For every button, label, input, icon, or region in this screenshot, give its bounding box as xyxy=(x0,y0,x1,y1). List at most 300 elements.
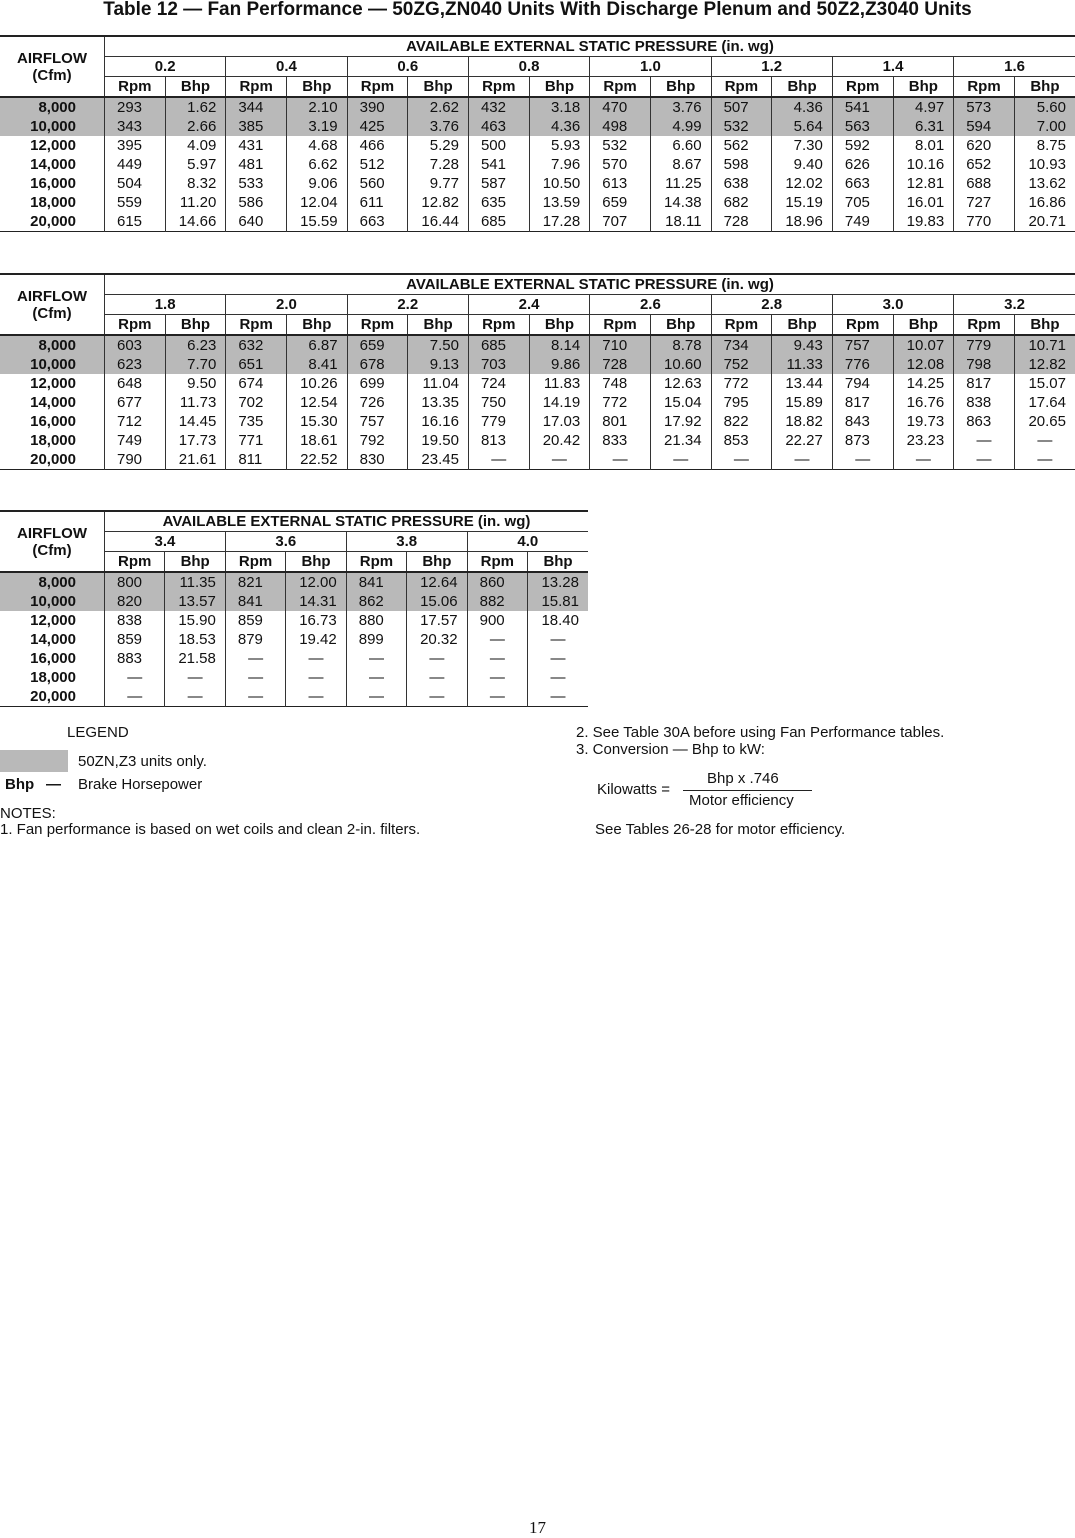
airflow-header-line2: (Cfm) xyxy=(32,67,71,84)
bhp-header: Bhp xyxy=(650,315,711,336)
bhp-cell: 7.30 xyxy=(772,136,833,155)
bhp-cell: 6.87 xyxy=(286,335,347,355)
fan-performance-table-1 xyxy=(0,35,1075,232)
rpm-cell: 532 xyxy=(590,136,651,155)
pressure-value: 1.4 xyxy=(832,57,953,77)
rpm-header: Rpm xyxy=(467,552,527,573)
bhp-cell: — xyxy=(286,649,346,668)
table-row xyxy=(0,335,1075,355)
airflow-header xyxy=(0,274,105,335)
bhp-cell: 7.00 xyxy=(1014,117,1075,136)
notes-heading: NOTES: xyxy=(0,805,56,823)
table-row xyxy=(0,193,1075,212)
rpm-cell: 573 xyxy=(954,97,1015,117)
bhp-cell: 12.08 xyxy=(893,355,954,374)
rpm-cell: 859 xyxy=(105,630,165,649)
bhp-cell: 11.73 xyxy=(165,393,226,412)
airflow-cell: 14,000 xyxy=(0,630,105,649)
rpm-cell: 726 xyxy=(347,393,408,412)
bhp-cell: 16.16 xyxy=(408,412,469,431)
bhp-cell: 20.65 xyxy=(1014,412,1075,431)
bhp-cell: 10.71 xyxy=(1014,335,1075,355)
bhp-cell: — xyxy=(528,630,588,649)
bhp-header: Bhp xyxy=(407,552,467,573)
pressure-value: 3.4 xyxy=(105,532,226,552)
bhp-cell: 4.36 xyxy=(772,97,833,117)
rpm-cell: 772 xyxy=(590,393,651,412)
bhp-cell: 10.93 xyxy=(1014,155,1075,174)
bhp-cell: 21.61 xyxy=(165,450,226,470)
table-row xyxy=(0,412,1075,431)
bhp-cell: 3.76 xyxy=(408,117,469,136)
airflow-header-line2: (Cfm) xyxy=(32,305,71,322)
pressure-value: 1.6 xyxy=(954,57,1075,77)
bhp-cell: 22.52 xyxy=(286,450,347,470)
rpm-cell: 801 xyxy=(590,412,651,431)
rpm-cell: 498 xyxy=(590,117,651,136)
pressure-value: 2.6 xyxy=(590,295,711,315)
bhp-cell: 10.16 xyxy=(893,155,954,174)
pressure-value: 2.8 xyxy=(711,295,832,315)
rpm-cell: 688 xyxy=(954,174,1015,193)
bhp-cell: 16.01 xyxy=(893,193,954,212)
airflow-cell: 12,000 xyxy=(0,611,105,630)
bhp-cell: — xyxy=(286,687,346,707)
rpm-cell: 821 xyxy=(225,572,285,592)
rpm-header: Rpm xyxy=(711,77,772,98)
rpm-cell: 449 xyxy=(105,155,166,174)
bhp-cell: 4.97 xyxy=(893,97,954,117)
rpm-header: Rpm xyxy=(832,77,893,98)
rpm-header: Rpm xyxy=(226,315,287,336)
rpm-cell: 817 xyxy=(832,393,893,412)
bhp-header: Bhp xyxy=(529,315,590,336)
fan-performance-table-2 xyxy=(0,273,1075,470)
table-row xyxy=(0,431,1075,450)
airflow-cell: 10,000 xyxy=(0,355,105,374)
bhp-cell: 6.23 xyxy=(165,335,226,355)
rpm-cell: 830 xyxy=(347,450,408,470)
bhp-header: Bhp xyxy=(529,77,590,98)
bhp-cell: 11.20 xyxy=(165,193,226,212)
bhp-cell: 5.29 xyxy=(408,136,469,155)
rpm-cell: — xyxy=(711,450,772,470)
rpm-cell: 541 xyxy=(832,97,893,117)
airflow-cell: 12,000 xyxy=(0,374,105,393)
legend-heading: LEGEND xyxy=(67,724,129,742)
bhp-cell: 8.41 xyxy=(286,355,347,374)
bhp-cell: 6.62 xyxy=(286,155,347,174)
bhp-cell: — xyxy=(650,450,711,470)
page-number: 17 xyxy=(0,1518,1075,1538)
rpm-cell: 512 xyxy=(347,155,408,174)
table-row xyxy=(0,630,588,649)
airflow-cell: 20,000 xyxy=(0,687,105,707)
rpm-cell: 795 xyxy=(711,393,772,412)
pressure-value: 2.4 xyxy=(468,295,589,315)
rpm-cell: 385 xyxy=(226,117,287,136)
bhp-cell: 4.09 xyxy=(165,136,226,155)
bhp-cell: 7.50 xyxy=(408,335,469,355)
rpm-cell: 750 xyxy=(468,393,529,412)
bhp-cell: 20.42 xyxy=(529,431,590,450)
pressure-header: AVAILABLE EXTERNAL STATIC PRESSURE (in. wg) xyxy=(105,511,589,532)
bhp-header: Bhp xyxy=(286,77,347,98)
bhp-cell: 5.93 xyxy=(529,136,590,155)
rpm-cell: 900 xyxy=(467,611,527,630)
rpm-cell: 899 xyxy=(346,630,406,649)
rpm-cell: 635 xyxy=(468,193,529,212)
rpm-cell: — xyxy=(468,450,529,470)
rpm-cell: 613 xyxy=(590,174,651,193)
bhp-cell: 17.73 xyxy=(165,431,226,450)
bhp-cell: — xyxy=(528,687,588,707)
pressure-value: 3.8 xyxy=(346,532,467,552)
rpm-cell: 728 xyxy=(590,355,651,374)
rpm-cell: 752 xyxy=(711,355,772,374)
rpm-cell: 640 xyxy=(226,212,287,232)
rpm-cell: 770 xyxy=(954,212,1015,232)
bhp-cell: 15.04 xyxy=(650,393,711,412)
rpm-cell: 771 xyxy=(226,431,287,450)
bhp-cell: 17.64 xyxy=(1014,393,1075,412)
bhp-cell: 5.64 xyxy=(772,117,833,136)
bhp-cell: 21.58 xyxy=(165,649,225,668)
rpm-cell: 431 xyxy=(226,136,287,155)
rpm-cell: 790 xyxy=(105,450,166,470)
bhp-cell: 12.54 xyxy=(286,393,347,412)
rpm-cell: 860 xyxy=(467,572,527,592)
table-row xyxy=(0,649,588,668)
rpm-cell: 779 xyxy=(468,412,529,431)
bhp-cell: — xyxy=(528,668,588,687)
note-1: 1. Fan performance is based on wet coils and clean 2-in. filters. xyxy=(0,821,420,839)
airflow-cell: 18,000 xyxy=(0,193,105,212)
bhp-cell: 23.45 xyxy=(408,450,469,470)
rpm-cell: 559 xyxy=(105,193,166,212)
bhp-cell: — xyxy=(407,649,467,668)
bhp-cell: — xyxy=(165,687,225,707)
rpm-cell: 663 xyxy=(347,212,408,232)
table-row xyxy=(0,592,588,611)
airflow-cell: 20,000 xyxy=(0,212,105,232)
bhp-cell: 12.04 xyxy=(286,193,347,212)
pressure-value: 3.2 xyxy=(954,295,1075,315)
pressure-value: 0.8 xyxy=(468,57,589,77)
bhp-cell: 12.82 xyxy=(408,193,469,212)
rpm-cell: 626 xyxy=(832,155,893,174)
rpm-header: Rpm xyxy=(711,315,772,336)
pressure-value: 1.2 xyxy=(711,57,832,77)
bhp-cell: 16.76 xyxy=(893,393,954,412)
bhp-cell: 8.78 xyxy=(650,335,711,355)
table-row xyxy=(0,212,1075,232)
rpm-cell: 598 xyxy=(711,155,772,174)
pressure-value: 4.0 xyxy=(467,532,588,552)
pressure-value: 1.0 xyxy=(590,57,711,77)
bhp-cell: 7.96 xyxy=(529,155,590,174)
rpm-cell: 863 xyxy=(954,412,1015,431)
rpm-cell: — xyxy=(346,649,406,668)
rpm-cell: 880 xyxy=(346,611,406,630)
bhp-cell: 18.53 xyxy=(165,630,225,649)
bhp-cell: 9.86 xyxy=(529,355,590,374)
bhp-cell: 20.71 xyxy=(1014,212,1075,232)
rpm-cell: — xyxy=(346,687,406,707)
rpm-cell: 562 xyxy=(711,136,772,155)
bhp-cell: 20.32 xyxy=(407,630,467,649)
bhp-cell: 18.82 xyxy=(772,412,833,431)
rpm-cell: — xyxy=(467,687,527,707)
rpm-cell: 724 xyxy=(468,374,529,393)
bhp-cell: 17.28 xyxy=(529,212,590,232)
bhp-cell: 13.35 xyxy=(408,393,469,412)
bhp-cell: 8.75 xyxy=(1014,136,1075,155)
rpm-cell: 794 xyxy=(832,374,893,393)
rpm-header: Rpm xyxy=(954,315,1015,336)
table-row xyxy=(0,668,588,687)
bhp-cell: — xyxy=(1014,431,1075,450)
airflow-header-line1: AIRFLOW xyxy=(17,50,87,67)
rpm-cell: 659 xyxy=(347,335,408,355)
bhp-header: Bhp xyxy=(165,77,226,98)
rpm-cell: 652 xyxy=(954,155,1015,174)
bhp-cell: 15.90 xyxy=(165,611,225,630)
bhp-cell: 19.73 xyxy=(893,412,954,431)
rpm-cell: — xyxy=(954,431,1015,450)
rpm-cell: 728 xyxy=(711,212,772,232)
rpm-header: Rpm xyxy=(468,315,529,336)
bhp-cell: — xyxy=(407,668,467,687)
airflow-header-line2: (Cfm) xyxy=(32,542,71,559)
rpm-cell: 620 xyxy=(954,136,1015,155)
rpm-cell: 563 xyxy=(832,117,893,136)
rpm-cell: 811 xyxy=(226,450,287,470)
bhp-cell: 3.19 xyxy=(286,117,347,136)
bhp-cell: 19.83 xyxy=(893,212,954,232)
rpm-cell: 395 xyxy=(105,136,166,155)
rpm-cell: 651 xyxy=(226,355,287,374)
rpm-cell: 813 xyxy=(468,431,529,450)
bhp-cell: 4.68 xyxy=(286,136,347,155)
rpm-cell: 800 xyxy=(105,572,165,592)
rpm-cell: 603 xyxy=(105,335,166,355)
table-row xyxy=(0,136,1075,155)
rpm-cell: 293 xyxy=(105,97,166,117)
bhp-cell: 9.43 xyxy=(772,335,833,355)
bhp-cell: 17.92 xyxy=(650,412,711,431)
rpm-cell: 623 xyxy=(105,355,166,374)
bhp-cell: 18.40 xyxy=(528,611,588,630)
bhp-cell: 11.33 xyxy=(772,355,833,374)
bhp-cell: 5.97 xyxy=(165,155,226,174)
rpm-cell: 615 xyxy=(105,212,166,232)
bhp-header: Bhp xyxy=(165,315,226,336)
table-title: Table 12 — Fan Performance — 50ZG,ZN040 Units With Discharge Plenum and 50Z2,Z3040 Units xyxy=(0,0,1075,20)
bhp-cell: 11.35 xyxy=(165,572,225,592)
table-row xyxy=(0,117,1075,136)
bhp-cell: 12.82 xyxy=(1014,355,1075,374)
pressure-value: 2.0 xyxy=(226,295,347,315)
bhp-cell: 3.18 xyxy=(529,97,590,117)
bhp-cell: — xyxy=(529,450,590,470)
bhp-header: Bhp xyxy=(408,315,469,336)
note-3b: See Tables 26-28 for motor efficiency. xyxy=(595,821,845,839)
rpm-cell: 685 xyxy=(468,335,529,355)
rpm-cell: 594 xyxy=(954,117,1015,136)
rpm-header: Rpm xyxy=(105,552,165,573)
bhp-cell: 13.57 xyxy=(165,592,225,611)
bhp-cell: 16.73 xyxy=(286,611,346,630)
bhp-cell: 2.62 xyxy=(408,97,469,117)
formula-fraction-bar xyxy=(683,790,812,791)
rpm-cell: 344 xyxy=(226,97,287,117)
rpm-cell: 862 xyxy=(346,592,406,611)
bhp-cell: 15.19 xyxy=(772,193,833,212)
table-row xyxy=(0,374,1075,393)
rpm-cell: 838 xyxy=(954,393,1015,412)
rpm-cell: 772 xyxy=(711,374,772,393)
rpm-cell: 425 xyxy=(347,117,408,136)
airflow-cell: 10,000 xyxy=(0,117,105,136)
bhp-cell: 15.59 xyxy=(286,212,347,232)
bhp-cell: 12.64 xyxy=(407,572,467,592)
bhp-cell: — xyxy=(286,668,346,687)
bhp-cell: 11.83 xyxy=(529,374,590,393)
rpm-header: Rpm xyxy=(346,552,406,573)
pressure-header: AVAILABLE EXTERNAL STATIC PRESSURE (in. wg) xyxy=(105,36,1075,57)
bhp-cell: 18.61 xyxy=(286,431,347,450)
rpm-cell: 710 xyxy=(590,335,651,355)
pressure-value: 2.2 xyxy=(347,295,468,315)
rpm-cell: — xyxy=(832,450,893,470)
rpm-cell: 532 xyxy=(711,117,772,136)
table-row xyxy=(0,611,588,630)
rpm-cell: 570 xyxy=(590,155,651,174)
bhp-header: Bhp xyxy=(165,552,225,573)
rpm-cell: 343 xyxy=(105,117,166,136)
rpm-cell: — xyxy=(954,450,1015,470)
bhp-cell: 18.96 xyxy=(772,212,833,232)
airflow-cell: 18,000 xyxy=(0,431,105,450)
rpm-cell: 611 xyxy=(347,193,408,212)
bhp-cell: 9.06 xyxy=(286,174,347,193)
airflow-header xyxy=(0,511,105,572)
bhp-cell: 22.27 xyxy=(772,431,833,450)
bhp-cell: 6.31 xyxy=(893,117,954,136)
rpm-cell: 533 xyxy=(226,174,287,193)
bhp-cell: 6.60 xyxy=(650,136,711,155)
rpm-cell: 699 xyxy=(347,374,408,393)
table-row xyxy=(0,97,1075,117)
rpm-cell: — xyxy=(105,668,165,687)
table-row xyxy=(0,687,588,707)
rpm-cell: — xyxy=(467,630,527,649)
rpm-header: Rpm xyxy=(347,77,408,98)
legend-abbr: Bhp xyxy=(5,776,34,794)
bhp-cell: 14.66 xyxy=(165,212,226,232)
rpm-cell: 843 xyxy=(832,412,893,431)
note-3: 3. Conversion — Bhp to kW: xyxy=(576,741,765,759)
rpm-header: Rpm xyxy=(590,77,651,98)
bhp-cell: 9.50 xyxy=(165,374,226,393)
airflow-cell: 16,000 xyxy=(0,649,105,668)
rpm-cell: 822 xyxy=(711,412,772,431)
bhp-cell: — xyxy=(407,687,467,707)
airflow-cell: 14,000 xyxy=(0,155,105,174)
bhp-header: Bhp xyxy=(408,77,469,98)
airflow-header-line1: AIRFLOW xyxy=(17,525,87,542)
rpm-cell: — xyxy=(225,687,285,707)
rpm-cell: 749 xyxy=(105,431,166,450)
rpm-cell: 674 xyxy=(226,374,287,393)
rpm-cell: 707 xyxy=(590,212,651,232)
rpm-cell: 702 xyxy=(226,393,287,412)
bhp-cell: 7.70 xyxy=(165,355,226,374)
rpm-cell: 481 xyxy=(226,155,287,174)
rpm-cell: — xyxy=(346,668,406,687)
bhp-cell: 8.14 xyxy=(529,335,590,355)
rpm-header: Rpm xyxy=(225,552,285,573)
rpm-cell: — xyxy=(225,649,285,668)
bhp-cell: 8.67 xyxy=(650,155,711,174)
pressure-value: 3.0 xyxy=(832,295,953,315)
airflow-cell: 18,000 xyxy=(0,668,105,687)
bhp-cell: 19.42 xyxy=(286,630,346,649)
rpm-cell: 757 xyxy=(832,335,893,355)
formula-denominator: Motor efficiency xyxy=(689,792,794,809)
pressure-value: 0.2 xyxy=(105,57,226,77)
formula-lhs: Kilowatts = xyxy=(597,781,670,798)
bhp-cell: 15.81 xyxy=(528,592,588,611)
rpm-cell: 748 xyxy=(590,374,651,393)
bhp-cell: 14.45 xyxy=(165,412,226,431)
bhp-cell: — xyxy=(1014,450,1075,470)
rpm-cell: 757 xyxy=(347,412,408,431)
formula-numerator: Bhp x .746 xyxy=(707,770,779,787)
note-2: 2. See Table 30A before using Fan Performance tables. xyxy=(576,724,944,742)
rpm-header: Rpm xyxy=(954,77,1015,98)
bhp-cell: 19.50 xyxy=(408,431,469,450)
pressure-value: 1.8 xyxy=(105,295,226,315)
rpm-cell: 466 xyxy=(347,136,408,155)
legend-abbr-dash: — xyxy=(46,776,61,794)
bhp-cell: 17.57 xyxy=(407,611,467,630)
bhp-header: Bhp xyxy=(893,315,954,336)
table-row xyxy=(0,572,588,592)
rpm-cell: 678 xyxy=(347,355,408,374)
rpm-cell: 648 xyxy=(105,374,166,393)
bhp-cell: 12.02 xyxy=(772,174,833,193)
bhp-cell: 11.04 xyxy=(408,374,469,393)
fan-performance-table-3 xyxy=(0,510,588,707)
rpm-cell: 638 xyxy=(711,174,772,193)
bhp-cell: 16.86 xyxy=(1014,193,1075,212)
rpm-cell: 682 xyxy=(711,193,772,212)
rpm-cell: 776 xyxy=(832,355,893,374)
bhp-cell: 4.36 xyxy=(529,117,590,136)
rpm-cell: 677 xyxy=(105,393,166,412)
bhp-cell: 10.26 xyxy=(286,374,347,393)
rpm-cell: 817 xyxy=(954,374,1015,393)
rpm-cell: 685 xyxy=(468,212,529,232)
bhp-cell: 9.77 xyxy=(408,174,469,193)
table-row xyxy=(0,174,1075,193)
airflow-header-line1: AIRFLOW xyxy=(17,288,87,305)
rpm-cell: 841 xyxy=(225,592,285,611)
bhp-cell: — xyxy=(528,649,588,668)
rpm-cell: 798 xyxy=(954,355,1015,374)
